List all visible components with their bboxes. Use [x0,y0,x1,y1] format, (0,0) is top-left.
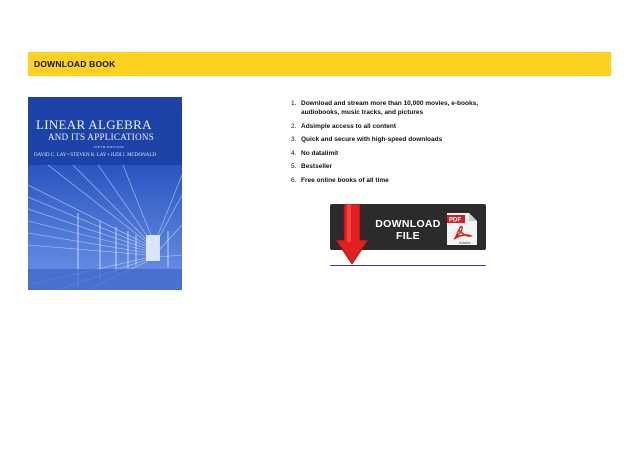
list-item: 2. Adsimple access to all content [291,122,397,130]
list-item: 3. Quick and secure with high-speed downloads [291,136,443,144]
list-item: 6. Free online books of all time [291,176,389,184]
list-item: 1. Download and stream more than 10,000 movies, e-books, audiobooks, music tracks, and pictures [291,100,478,116]
features-list [291,99,511,190]
download-book-banner [28,52,611,76]
pdf-label: PDF [449,217,461,224]
book-title-line1: LINEAR ALGEBRA [36,117,152,132]
book-edition: FIFTH EDITION [94,145,124,149]
list-item: 4. No datalimit [291,149,339,157]
button-underline [330,265,486,266]
cover-architecture-art [28,165,182,290]
book-authors: DAVID C. LAY • STEVEN R. LAY • JUDI J. MCDONALD [34,153,156,158]
pdf-file-icon [447,213,477,245]
adobe-label: Adobe [459,240,471,245]
file-label: FILE [396,230,420,242]
download-arrow-icon [335,204,369,266]
book-cover [28,97,182,290]
book-title-line2: AND ITS APPLICATIONS [48,132,155,142]
banner-title: DOWNLOAD BOOK [34,59,116,69]
list-item: 5. Bestseller [291,163,333,171]
download-file-button[interactable] [330,204,486,250]
download-label: DOWNLOAD [375,218,441,230]
